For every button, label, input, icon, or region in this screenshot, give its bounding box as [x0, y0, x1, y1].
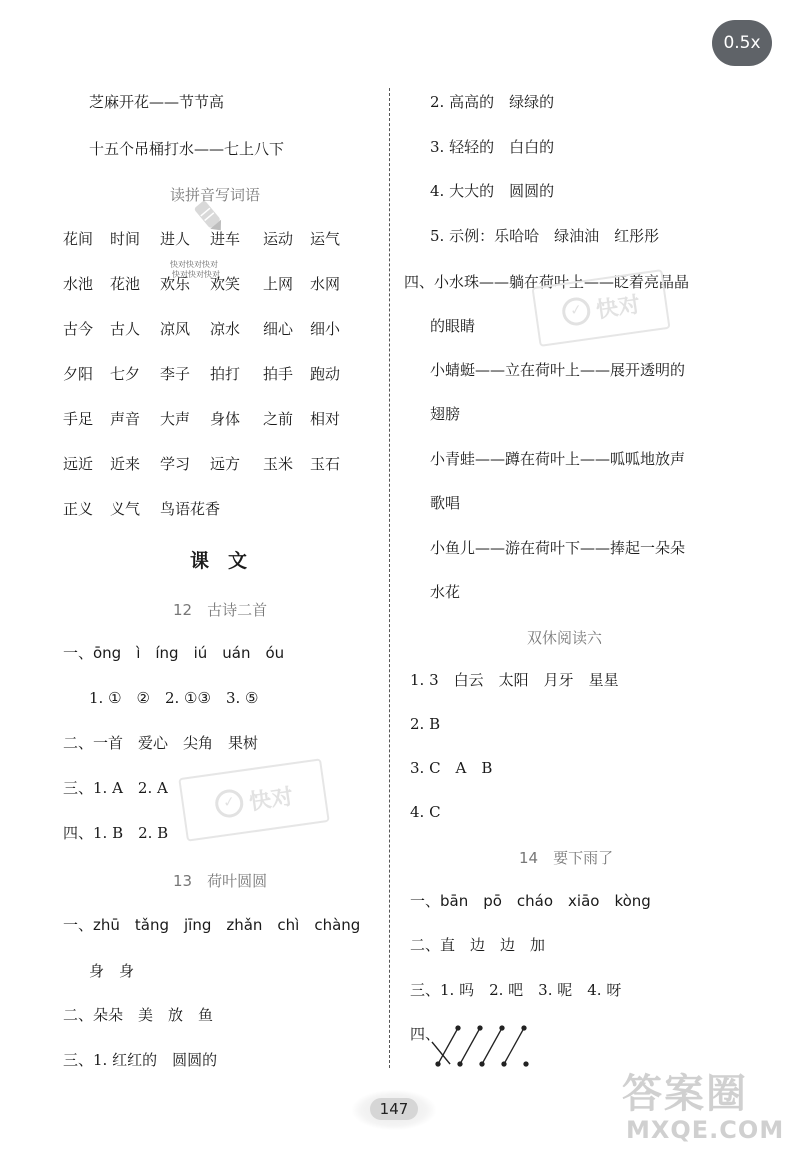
word-cell: 古人: [110, 320, 141, 338]
lesson-14-title: 14 要下雨了: [519, 849, 614, 867]
idiom-line-1: 芝麻开花——节节高: [89, 93, 225, 111]
word-cell: 之前: [263, 410, 294, 428]
zoom-level-badge[interactable]: 0.5x: [712, 20, 772, 66]
word-cell: 正义: [63, 500, 94, 518]
word-cell: 拍手: [263, 365, 294, 383]
word-cell: 细心: [263, 320, 294, 338]
matching-diagram: [428, 1018, 548, 1074]
tiny-stamp: 快对快对快对: [170, 260, 218, 269]
page-number: 147: [370, 1098, 418, 1120]
corner-watermark-url: MXQE.COM: [626, 1116, 785, 1144]
section-shuangxiu: 双休阅读六: [527, 629, 603, 647]
word-cell: 运动: [263, 230, 294, 248]
l12-q2: 二、一首 爱心 尖角 果树: [63, 734, 259, 752]
s-1: 1. 3 白云 太阳 月牙 星星: [410, 671, 619, 689]
word-cell: 近来: [110, 455, 141, 473]
word-cell: 凉风: [160, 320, 191, 338]
word-cell: 上网: [263, 275, 294, 293]
word-cell: 欢笑: [210, 275, 241, 293]
check-circle-icon: ✓: [213, 788, 245, 820]
word-cell: 鸟语花香: [160, 500, 221, 518]
l12-q1: 一、ōng ì íng iú uán óu: [63, 644, 285, 662]
word-cell: 花间: [63, 230, 94, 248]
r-si-1b: 的眼睛: [430, 317, 476, 335]
watermark-text: 快对: [247, 784, 295, 816]
s-2: 2. B: [410, 715, 441, 733]
r-si-2b: 翅膀: [430, 405, 461, 423]
section-title-read: 读拼音写词语: [170, 186, 261, 204]
r-si-3: 小青蛙——蹲在荷叶上——呱呱地放声: [430, 450, 686, 468]
word-cell: 进人: [160, 230, 191, 248]
s-3: 3. C A B: [410, 759, 493, 777]
watermark-text: 快对: [594, 292, 642, 324]
r-4: 4. 大大的 圆圆的: [430, 182, 555, 200]
word-cell: 进车: [210, 230, 241, 248]
word-cell: 跑动: [310, 365, 341, 383]
word-cell: 七夕: [110, 365, 141, 383]
l14-q3: 三、1. 吗 2. 吧 3. 呢 4. 呀: [410, 981, 622, 999]
l14-q1: 一、bān pō cháo xiāo kòng: [410, 892, 651, 910]
word-cell: 时间: [110, 230, 141, 248]
lesson-13-title: 13 荷叶圆圆: [173, 872, 268, 890]
r-si-2: 小蜻蜓——立在荷叶上——展开透明的: [430, 361, 686, 379]
r-3: 3. 轻轻的 白白的: [430, 138, 555, 156]
l13-q3: 三、1. 红红的 圆圆的: [63, 1051, 218, 1069]
word-cell: 花池: [110, 275, 141, 293]
word-cell: 古今: [63, 320, 94, 338]
l14-q2: 二、直 边 边 加: [410, 936, 546, 954]
word-cell: 水网: [310, 275, 341, 293]
word-cell: 欢乐: [160, 275, 191, 293]
word-cell: 玉石: [310, 455, 341, 473]
corner-watermark-title: 答案圈: [622, 1071, 748, 1117]
word-cell: 李子: [160, 365, 191, 383]
word-cell: 水池: [63, 275, 94, 293]
watermark-kuaidui-2: [178, 758, 330, 841]
l12-q1b: 1. ① ② 2. ①③ 3. ⑤: [89, 689, 259, 707]
r-5: 5. 示例：乐哈哈 绿油油 红彤彤: [430, 227, 660, 245]
l14-q4: 四、: [410, 1025, 441, 1043]
word-cell: 学习: [160, 455, 191, 473]
heading-kewen: 课 文: [190, 550, 248, 572]
word-cell: 夕阳: [63, 365, 94, 383]
r-si-4: 小鱼儿——游在荷叶下——捧起一朵朵: [430, 539, 686, 557]
r-2: 2. 高高的 绿绿的: [430, 93, 555, 111]
word-cell: 运气: [310, 230, 341, 248]
word-cell: 相对: [310, 410, 341, 428]
l13-q1: 一、zhū tǎng jīng zhǎn chì chàng: [63, 916, 361, 934]
l12-q4: 四、1. B 2. B: [63, 824, 169, 842]
word-cell: 远近: [63, 455, 94, 473]
l13-q1b: 身 身: [89, 962, 135, 980]
word-cell: 远方: [210, 455, 241, 473]
word-cell: 声音: [110, 410, 141, 428]
column-divider: [389, 88, 390, 1068]
r-si-4b: 水花: [430, 583, 461, 601]
word-cell: 义气: [110, 500, 141, 518]
l13-q2: 二、朵朵 美 放 鱼: [63, 1006, 214, 1024]
tiny-stamp-2: 快对快对快对: [172, 270, 220, 279]
lesson-12-title: 12 古诗二首: [173, 601, 268, 619]
word-cell: 玉米: [263, 455, 294, 473]
word-cell: 凉水: [210, 320, 241, 338]
word-cell: 细小: [310, 320, 341, 338]
word-cell: 大声: [160, 410, 191, 428]
idiom-line-2: 十五个吊桶打水——七上八下: [89, 140, 285, 158]
l12-q3: 三、1. A 2. A: [63, 779, 168, 797]
check-circle-icon: ✓: [560, 296, 592, 328]
word-cell: 拍打: [210, 365, 241, 383]
r-si-3b: 歌唱: [430, 494, 461, 512]
r-si-1: 四、小水珠——躺在荷叶上——眨着亮晶晶: [404, 273, 690, 291]
word-cell: 手足: [63, 410, 94, 428]
s-4: 4. C: [410, 803, 441, 821]
word-cell: 身体: [210, 410, 241, 428]
